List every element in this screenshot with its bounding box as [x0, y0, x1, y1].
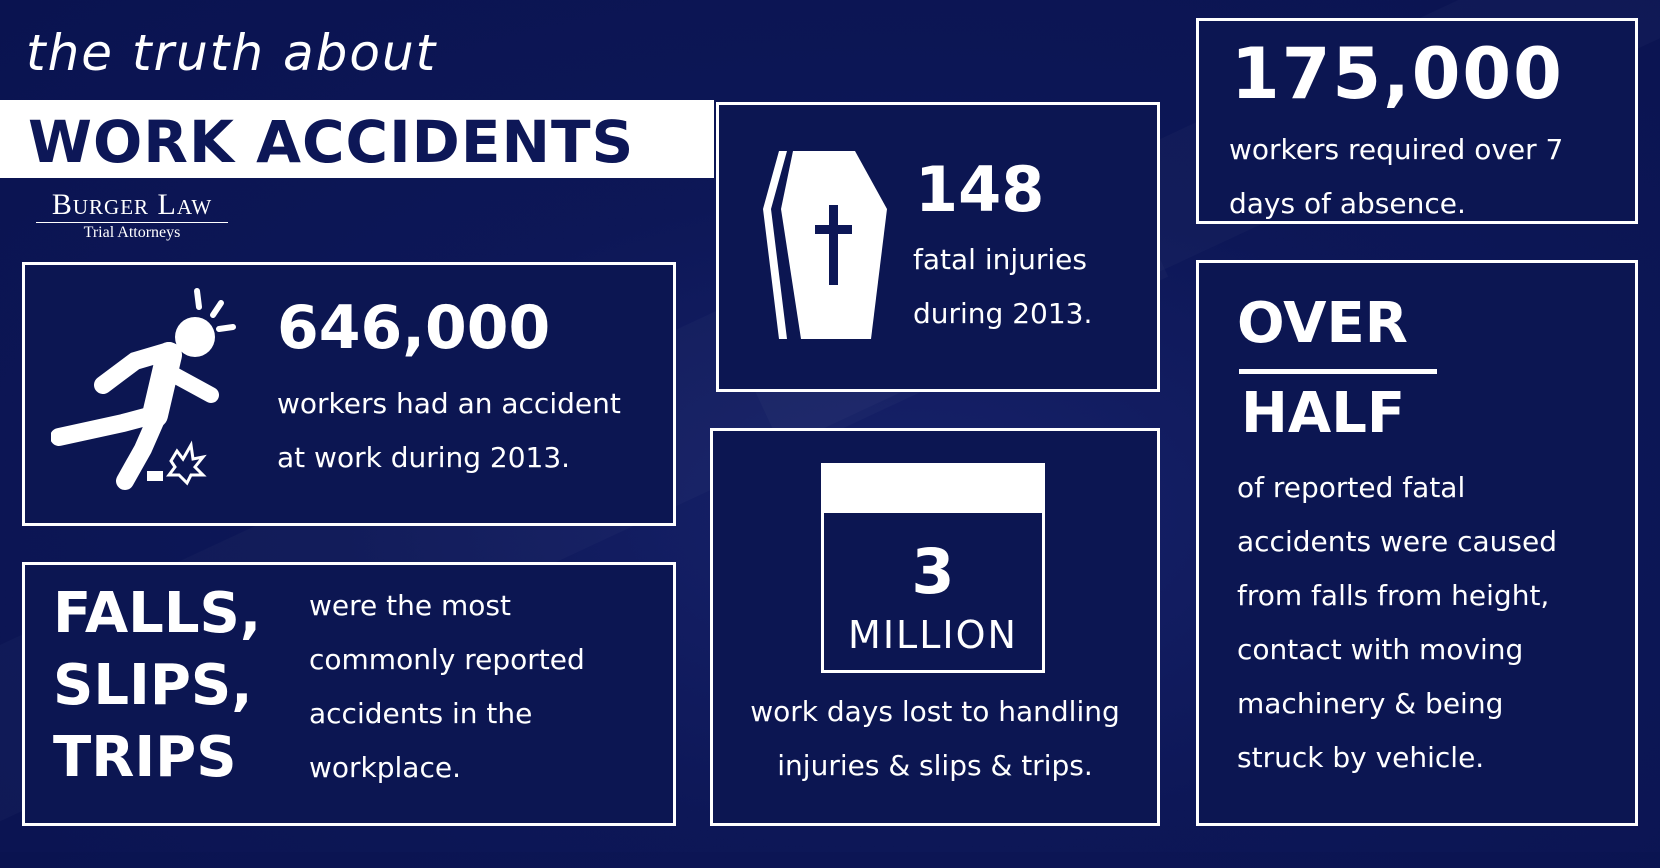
- accidents-line2: at work during 2013.: [277, 441, 571, 474]
- accidents-number: 646,000: [277, 293, 551, 363]
- workdays-line1: work days lost to handling: [750, 695, 1120, 728]
- falls-line1: were the most: [309, 589, 511, 622]
- half-word1: OVER: [1237, 291, 1408, 356]
- half-word2: HALF: [1241, 381, 1406, 446]
- workdays-unit: MILLION: [848, 613, 1018, 657]
- workdays-card: [710, 428, 1160, 826]
- absence-line2: days of absence.: [1229, 187, 1466, 220]
- fatal-card: [716, 102, 1160, 392]
- accidents-line1: workers had an accident: [277, 387, 621, 420]
- falls-card: [22, 562, 676, 826]
- half-line3: from falls from height,: [1237, 579, 1550, 612]
- calendar-icon: [821, 463, 1045, 673]
- logo-name: Burger Law: [36, 188, 228, 223]
- half-line2: accidents were caused: [1237, 525, 1557, 558]
- logo: [36, 188, 228, 243]
- falls-line4: workplace.: [309, 751, 461, 784]
- falls-word1: FALLS,: [53, 581, 262, 646]
- half-line5: machinery & being: [1237, 687, 1504, 720]
- half-line4: contact with moving: [1237, 633, 1524, 666]
- half-divider: [1239, 369, 1437, 374]
- workdays-line2: injuries & slips & trips.: [777, 749, 1093, 782]
- absence-line1: workers required over 7: [1229, 133, 1564, 166]
- half-card: [1196, 260, 1638, 826]
- fatal-line1: fatal injuries: [913, 243, 1087, 276]
- logo-tagline: Trial Attorneys: [83, 224, 181, 241]
- workdays-number: 3: [911, 535, 955, 608]
- accidents-card: [22, 262, 676, 526]
- page-title: WORK ACCIDENTS: [28, 108, 635, 176]
- fatal-number: 148: [915, 153, 1045, 226]
- title-band: [0, 100, 714, 178]
- falls-line3: accidents in the: [309, 697, 533, 730]
- coffin-icon: [749, 145, 899, 345]
- pre-title: the truth about: [26, 24, 438, 82]
- half-line6: struck by vehicle.: [1237, 741, 1485, 774]
- absence-number: 175,000: [1231, 33, 1564, 115]
- absence-card: [1196, 18, 1638, 224]
- fatal-line2: during 2013.: [913, 297, 1093, 330]
- falling-person-icon: [51, 285, 251, 495]
- half-line1: of reported fatal: [1237, 471, 1466, 504]
- falls-word3: TRIPS: [53, 725, 237, 790]
- falls-line2: commonly reported: [309, 643, 585, 676]
- falls-word2: SLIPS,: [53, 653, 253, 718]
